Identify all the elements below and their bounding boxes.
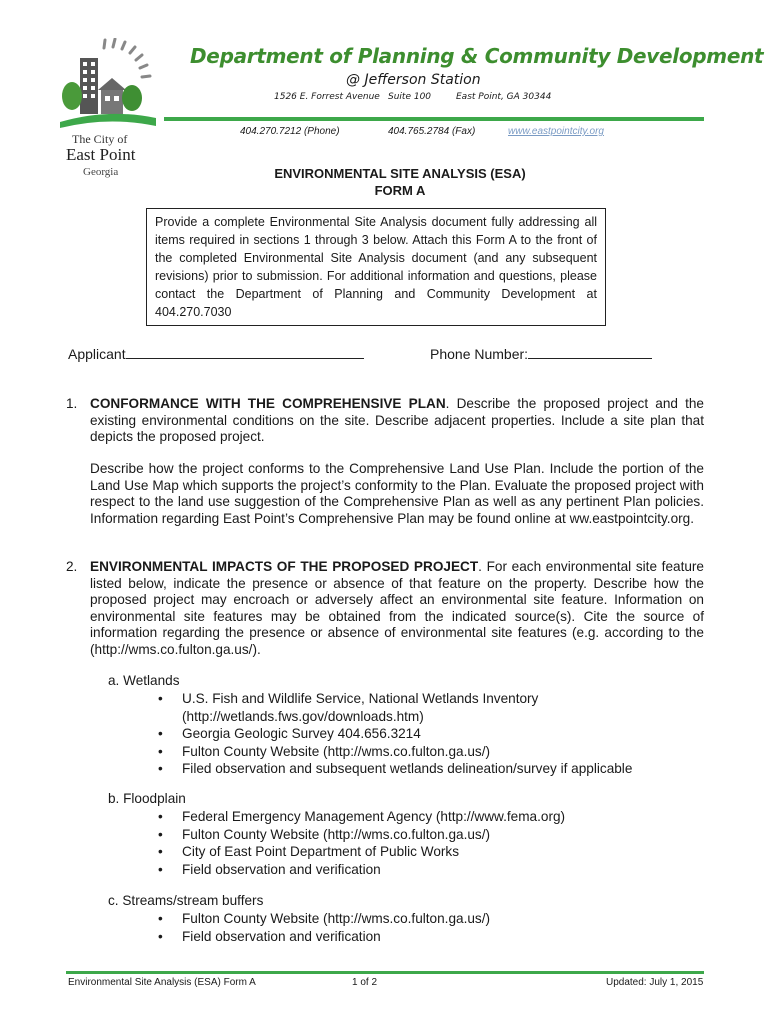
section-1-number: 1. <box>66 396 78 411</box>
list-item: • Georgia Geologic Survey 404.656.3214 <box>158 726 421 741</box>
list-item: • Fulton County Website (http://wms.co.fulton.ga.us/) <box>158 743 491 759</box>
footer-page-number: 1 of 2 <box>352 977 378 988</box>
phone-label: Phone Number: <box>430 346 529 362</box>
list-item: • Fulton County Website (http://wms.co.fulton.ga.us/) <box>158 911 491 926</box>
department-title: Department of Planning & Community Development <box>190 44 764 68</box>
fax-number: 404.765.2784 (Fax) <box>388 126 476 137</box>
section-2-heading: ENVIRONMENTAL IMPACTS OF THE PROPOSED PROJECT <box>90 559 479 574</box>
subsection-b-label: b. Floodplain <box>108 791 186 806</box>
form-title-line2: FORM A <box>374 183 426 198</box>
address-city: East Point, GA 30344 <box>456 92 552 102</box>
subsection-a-list <box>150 690 632 778</box>
footer-doc-name: Environmental Site Analysis (ESA) Form A <box>68 977 256 988</box>
list-item: • U.S. Fish and Wildlife Service, National Wetlands Inventory <box>158 691 539 706</box>
east-point-logo-icon <box>58 38 158 130</box>
station-subtitle: @ Jefferson Station <box>346 72 481 88</box>
list-item: • Field observation and verification <box>158 928 381 944</box>
subsection-a-label: a. Wetlands <box>108 673 180 688</box>
phone-field[interactable] <box>430 346 652 362</box>
website-link[interactable]: www.eastpointcity.org <box>508 126 604 137</box>
section-1-text: . Describe the proposed project and the existing environmental conditions on the site. Describe adjacent properties. Include a site plan that depicts the proposed project. <box>90 396 704 445</box>
subsection-c-label: c. Streams/stream buffers <box>108 893 264 908</box>
logo-city-name: East Point <box>66 145 136 164</box>
applicant-input-line[interactable] <box>126 346 364 359</box>
list-item: • Federal Emergency Management Agency (http://www.fema.org) <box>158 809 566 824</box>
address-street: 1526 E. Forrest Avenue <box>274 92 380 102</box>
section-2-number: 2. <box>66 559 78 574</box>
section-1-heading: CONFORMANCE WITH THE COMPREHENSIVE PLAN <box>90 396 446 411</box>
list-item: • Filed observation and subsequent wetlands delineation/survey if applicable <box>158 761 633 776</box>
intro-instructions-box: Provide a complete Environmental Site Analysis document fully addressing all items required in sections 1 through 3 below. Attach this Form A to the front of the completed Environmental Site Analysis document (and any subsequent revisions) prior to submission. For additional information and questions, please contact the Department of Planning and Community Development at 404.270.7030 <box>146 208 606 326</box>
applicant-field[interactable] <box>68 346 364 362</box>
subsection-b-list <box>150 808 565 878</box>
list-item: • Fulton County Website (http://wms.co.fulton.ga.us/) <box>158 826 491 842</box>
section-1 <box>66 396 704 446</box>
phone-number: 404.270.7212 (Phone) <box>240 126 340 137</box>
section-2 <box>66 559 704 659</box>
address-suite: Suite 100 <box>388 92 432 102</box>
phone-input-line[interactable] <box>528 346 652 359</box>
logo-state: Georgia <box>83 166 119 178</box>
list-item: • Field observation and verification <box>158 861 381 877</box>
section-2-text: . For each environmental site feature listed below, indicate the presence or absence of that feature on the property. Describe how the proposed project may encroach or adversely affect an environmental site feature. Information on environmental site features may be obtained from the indicated source(s). Cite the source of information regarding the presence or absence of environmental site features (e.g. according to the (http://wms.co.fulton.ga.us/). <box>90 559 704 657</box>
footer-divider <box>66 971 704 974</box>
form-title <box>200 165 600 199</box>
list-item: • City of East Point Department of Public Works <box>158 844 460 859</box>
applicant-label: Applicant <box>68 346 126 362</box>
footer-updated-date: Updated: July 1, 2015 <box>606 977 704 988</box>
logo-city-of: The City of <box>72 132 128 146</box>
subsection-c-list <box>150 910 490 945</box>
header-divider <box>164 117 704 121</box>
list-item: (http://wetlands.fws.gov/downloads.htm) <box>182 708 424 724</box>
section-1-paragraph-2: Describe how the project conforms to the Comprehensive Land Use Plan. Include the portion of the Land Use Map which supports the project’s conformity to the Plan. Evaluate the proposed project with respect to the land use suggestion of the Comprehensive Plan as well as any pertinent Plan policies. Information regarding East Point’s Comprehensive Plan may be found online at ww.eastpointcity.org. <box>90 461 704 526</box>
form-title-line1: ENVIRONMENTAL SITE ANALYSIS (ESA) <box>274 166 526 181</box>
